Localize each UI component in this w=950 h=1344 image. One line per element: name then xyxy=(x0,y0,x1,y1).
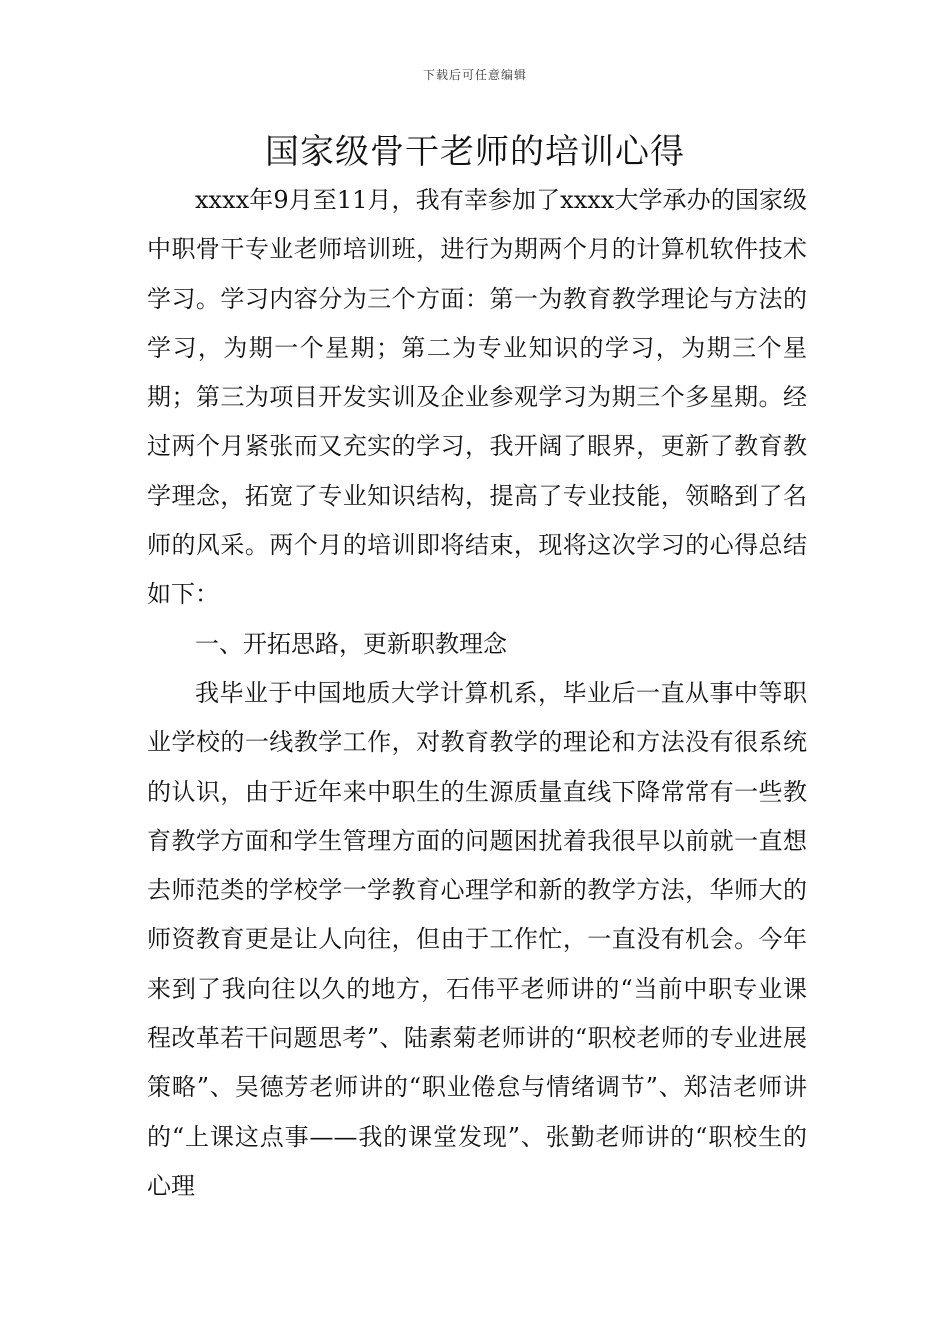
header-note: 下载后可任意编辑 xyxy=(422,68,527,82)
paragraph-section-1: 我毕业于中国地质大学计算机系，毕业后一直从事中等职业学校的一线教学工作，对教育教学的理论和方法没有很系统的认识，由于近年来中职生的生源质量直线下降常常有一些教育教学方面和学生管理方面的问题困扰着我很早以前就一直想去师范类的学校学一学教育心理学和新的教学方法，华师大的师资教育更是让人向往，但由于工作忙，一直没有机会。今年来到了我向往以久的地方，石伟平老师讲的“当前中职专业课程改革若干问题思考”、陆素菊老师讲的“职校老师的专业进展策略”、吴德芳老师讲的“职业倦怠与情绪调节”、郑洁老师讲的“上课这点事——我的课堂发现”、张勤老师讲的“职校生的心理 xyxy=(147,678,807,1200)
document-title: 国家级骨干老师的培训心得 xyxy=(265,132,685,172)
section-heading-1: 一、开拓思路，更新职教理念 xyxy=(195,629,507,658)
document-body xyxy=(147,176,807,1211)
paragraph-intro: xxxx年9月至11月，我有幸参加了xxxx大学承办的国家级中职骨干专业老师培训班，进行为期两个月的计算机软件技术学习。学习内容分为三个方面：第一为教育教学理论与方法的学习，为期一个星期；第二为专业知识的学习，为期三个星期；第三为项目开发实训及企业参观学习为期三个多星期。经过两个月紧张而又充实的学习，我开阔了眼界，更新了教育教学理念，拓宽了专业知识结构，提高了专业技能，领略到了名师的风采。两个月的培训即将结束，现将这次学习的心得总结如下： xyxy=(147,186,807,609)
